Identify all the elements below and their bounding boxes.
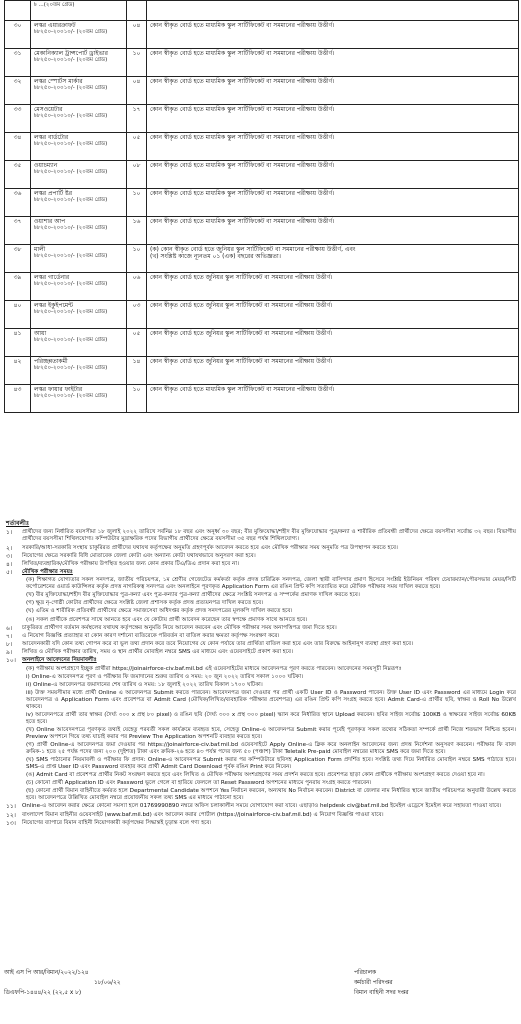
table-row (5, 133, 519, 161)
condition-item (6, 592, 516, 599)
condition-number (6, 712, 22, 726)
pay-scale: ৳৮২৫০-২০০১০/- (২০তম গ্রেড) (34, 225, 108, 232)
condition-text: নিয়োগের ক্ষেত্রে সরকারি বিধি মোতাবেক জেলা কোটা এবং অন্যান্য কোটা যথাযথভাবে অনুসরণ করা হবে। (22, 552, 256, 559)
post-count-cell: ০৫ (127, 329, 147, 357)
qualification-cell (147, 245, 519, 273)
pay-scale: ৳৮২৫০-২০০১০/- (২০তম গ্রেড) (34, 29, 108, 36)
qualification-cell (147, 49, 519, 77)
condition-text: চাকুরিরত প্রার্থীগণ বর্তমান কর্মস্থলের যথাযথ কর্তৃপক্ষের অনুমতি নিয়ে আবেদন করবেন এবং মৌখিক পরীক্ষার সময় অনাপত্তিপত্র জমা দিতে হবে। (22, 624, 337, 631)
condition-text: (ঘ) এতিম ও শারীরিক প্রতিবন্ধী প্রার্থীদের ক্ষেত্রে সমাজসেবা অধিদপ্তর কর্তৃক প্রদত্ত সনদপত্রের মূলকপি দাখিল করতে হবে। (26, 608, 293, 615)
table-row (5, 385, 519, 413)
condition-text: Online-এ আবেদন করার ক্ষেত্রে কোনো সমস্যা হলে 01769990890 নম্বরে অফিস চলাকালীন সময়ে যোগাযোগ করা যাবে। এছাড়াও helpdesk civ@baf.mil.bd ইমেইল এড্রেসে ইমেইল করে সহায়তা পাওয়া যাবে। (22, 803, 502, 810)
condition-text: (ক) পরীক্ষায় অংশগ্রহণে ইচ্ছুক প্রার্থীরা https://joinairforce-civ.baf.mil.bd এই ওয়েবসাইটের মাধ্যমে আবেদনপত্র পূরণ করতে পারবেন। আবেদনের সময়সূচী নিম্নরূপঃ (26, 665, 402, 672)
condition-item (6, 780, 516, 787)
pay-scale: ৳৮২৫০-২০০১০/- (২০তম গ্রেড) (34, 141, 108, 148)
qualification-text: কোন স্বীকৃত বোর্ড হতে জুনিয়র স্কুল সার্টিফিকেট বা সমমানের পরীক্ষায় উত্তীর্ণ। (150, 330, 333, 337)
condition-number: ১। (6, 529, 13, 537)
serial-number-cell: ৪০ (5, 301, 31, 329)
serial-number-cell: ৩১ (5, 49, 31, 77)
condition-item (6, 674, 516, 681)
condition-text: নিয়োগের ব্যাপারে বিমান বাহিনী নিয়োগকারী কর্তৃপক্ষের সিদ্ধান্তই চূড়ান্ত বলে গণ্য হবে। (22, 819, 212, 826)
condition-item (6, 657, 516, 664)
qualification-text: কোন স্বীকৃত বোর্ড হতে মাধ্যমিক স্কুল সার্টিফিকেট বা সমমানের পরীক্ষায় উত্তীর্ণ। (150, 50, 335, 57)
posts-table-body (5, 1, 519, 413)
qualification-cell (147, 301, 519, 329)
condition-item (6, 757, 516, 771)
condition-item (6, 633, 516, 640)
headquarters: বিমান বাহিনী সদর দপ্তর (354, 989, 409, 996)
issue-date: ১৮/০৬/২২ (94, 979, 121, 986)
qualification-cell (147, 217, 519, 245)
post-name: মেকানিক্যাল ট্রান্সপোর্ট ড্রাইভার (34, 50, 108, 57)
post-name: ওয়াচম্যান (34, 162, 58, 169)
post-name: আয়া (34, 330, 47, 337)
condition-number: ৮। (6, 640, 13, 648)
qualification-text: কোন স্বীকৃত বোর্ড হতে মাধ্যমিক স্কুল সার্টিফিকেট বা সমমানের পরীক্ষায় উত্তীর্ণ। (150, 218, 335, 225)
qualification-text: কোন স্বীকৃত বোর্ড হতে মাধ্যমিক স্কুল সার্টিফিকেট বা সমমানের পরীক্ষায় উত্তীর্ণ। (150, 106, 335, 113)
condition-item (6, 727, 516, 741)
conditions-title: শর্তাবলীঃ (6, 520, 30, 527)
condition-text: (ছ) কোনো প্রার্থী বিমান বাহিনীতে কর্মরত হলে Departmental Candidate অপশনে Yes নির্বাচন করবেন, অন্যথায় No নির্বাচন করবেন। District বা জেলার নাম নির্ধারিত স্থানে জাতীয় পরিচয়পত্র অনুযায়ী উল্লেখ করতে হবে। আবেদনপত্রে উল্লিখিত মোবাইল নম্বরে প্রয়োজনীয় সকল তথ্য SMS এর মাধ্যমে পাঠানো হবে। (26, 788, 516, 802)
post-count-cell: ০৫ (127, 133, 147, 161)
condition-text: (গ) প্রার্থী Online-এ আবেদনপত্র জমা দেওয়ার পর https://joinairforce-civ.baf.mil.bd ওয়েবসাইটে Apply Online-এ ক্লিক করে অনলাইন আবেদনের জন্য প্রদত্ত নির্দেশনা অনুসরণ করবেন। পরীক্ষার ফি বাবদ ক্রমিক-১ হতে ২৫ পর্যন্ত পদের জন্য ২০০ (দুইশত) টাকা এবং ক্রমিক-২৬ হতে ৪৩ পর্যন্ত পদের জন্য ৫০ (পঞ্চাশ) টাকা Teletalk Pre-paid মোবাইল নম্বরের মাধ্যমে SMS করে জমা দিতে হবে। (26, 741, 516, 756)
qualification-text: কোন স্বীকৃত বোর্ড হতে মাধ্যমিক স্কুল সার্টিফিকেট বা সমমানের পরীক্ষায় উত্তীর্ণ। (150, 162, 335, 169)
condition-item (6, 690, 516, 711)
serial-number-cell: ৩৭ (5, 217, 31, 245)
post-name-cell (31, 245, 127, 273)
post-name-cell (31, 329, 127, 357)
serial-number-cell: ৩২ (5, 77, 31, 105)
post-name-cell (31, 273, 127, 301)
post-name-cell (31, 133, 127, 161)
post-count-cell: ০৮ (127, 161, 147, 189)
post-name: পরিচ্ছন্নতাকর্মী (34, 358, 68, 365)
qualification-cell (147, 105, 519, 133)
condition-number: ২। (6, 544, 13, 552)
condition-number (6, 577, 22, 591)
condition-number (6, 727, 22, 741)
post-count-cell: ০৪ (127, 77, 147, 105)
qualification-text: কোন স্বীকৃত বোর্ড হতে মাধ্যমিক স্কুল সার্টিফিকেট বা সমমানের পরীক্ষায় উত্তীর্ণ। (150, 134, 335, 141)
condition-item (6, 820, 516, 827)
qualification-text: কোন স্বীকৃত বোর্ড হতে জুনিয়র স্কুল সার্টিফিকেট বা সমমানের পরীক্ষায় উত্তীর্ণ। (150, 302, 333, 309)
condition-text: iv) আবেদনপত্রে প্রার্থী তার স্বাক্ষর (দৈর্ঘ্য ৩০০ x প্রস্থ ৮০ pixel) ও রঙিন ছবি (দৈর্ঘ্য ৩০০ x প্রস্থ ৩০০ pixel) স্ক্যান করে নির্ধারিত স্থানে Upload করবেন। ছবির সাইজ সর্বোচ্চ 100KB ও স্বাক্ষরের সাইজ সর্বোচ্চ 60KB হতে হবে। (26, 711, 516, 725)
condition-item (6, 545, 516, 552)
qualification-cell (147, 1, 519, 21)
condition-text: মৌখিক পরীক্ষার সময়ঃ (22, 569, 73, 576)
serial-number-cell: ৩৩ (5, 105, 31, 133)
pay-scale: ৳৮২৫০-২০০১০/- (২০তম গ্রেড) (34, 57, 108, 64)
condition-text: বাংলাদেশ বিমান বাহিনীর ওয়েবসাইট (www.baf.mil.bd) এবং আবেদন করার পোর্টাল (https://joinairforce-civ.baf.mil.bd) এ নিয়োগ বিজ্ঞপ্তি পাওয়া যাবে। (22, 811, 384, 818)
serial-number-cell: ৩৬ (5, 189, 31, 217)
post-name-cell (31, 189, 127, 217)
director-office: কর্মচারী পরিদপ্তর (354, 979, 393, 986)
condition-text: (চ) কোনো প্রার্থী Application ID এবং Password ভুলে গেলে বা হারিয়ে ফেললে তা Reset Password অপশনের মাধ্যমে পুনরায় সংগ্রহ করতে পারবেন। (26, 780, 372, 787)
condition-item (6, 666, 516, 673)
condition-item (6, 772, 516, 779)
pay-scale: ৳৮২৫০-২০০১০/- (২০তম গ্রেড) (34, 113, 108, 120)
table-row (5, 301, 519, 329)
qualification-text-secondary: (খ) সংশ্লিষ্ট কাজে ন্যূনতম ০১ (এক) বছরের অভিজ্ঞতা। (150, 253, 281, 261)
condition-item (6, 561, 516, 568)
post-count-cell: ১৪ (127, 357, 147, 385)
condition-text: লিখিত/ব্যবহারিক/মৌখিক পরীক্ষায় উপস্থিত হওয়ার জন্য কোন প্রকার টিএ/ডিএ প্রদান করা হবে না। (22, 560, 239, 567)
post-name-cell (31, 49, 127, 77)
condition-number: ১৩। (6, 819, 16, 827)
condition-number (6, 674, 22, 681)
condition-item (6, 649, 516, 656)
condition-text: iii) উক্ত সময়সীমার মধ্যে প্রার্থী Online এ আবেদনপত্র Submit করতে পারবেন। আবেদনপত্র জমা দেওয়ার পর প্রার্থী একটি User ID ও Password পাবেন। উক্ত User ID এবং Password এর মাধ্যমে Login করে আবেদনপত্র ও Application Form এবং প্রবেশপত্র বা Admit Card (মৌখিক/লিখিত/ব্যবহারিক পরীক্ষার প্রবেশপত্র) এর রঙিন প্রিন্ট কপি সংগ্রহ করতে হবে। Admit Card-এ প্রার্থীর ছবি, স্বাক্ষর ও Roll No উল্লেখ থাকবে। (26, 689, 516, 710)
serial-number-cell: ৩০ (5, 21, 31, 49)
condition-number: ১০। (6, 657, 16, 665)
condition-text: (ক) শিক্ষাগত যোগ্যতার সকল সনদপত্র, জাতীয় পরিচয়পত্র, ১ম শ্রেণীর গেজেটেড কর্মকর্তা কর্তৃক প্রদত্ত চারিত্রিক সনদপত্র, জেলা স্থায়ী বাসিন্দার প্রমাণ হিসেবে সংশ্লিষ্ট ইউনিয়ন পরিষদ চেয়ারম্যান/পৌরসভার মেয়র/সিটি কর্পোরেশনের ওয়ার্ড কাউন্সিলর কর্তৃক প্রদত্ত নাগরিকত্ব সনদপত্র এবং অনলাইনে পূরণকৃত Application Form এর রঙিন প্রিন্ট কপি সত্যায়িত করে মৌখিক পরীক্ষার সময় দাখিল করতে হবে। (26, 577, 516, 591)
condition-number: ৫। (6, 569, 13, 577)
post-count-cell: ১০ (127, 245, 147, 273)
condition-number (6, 788, 22, 802)
condition-text: লিখিত ও মৌখিক পরীক্ষার তারিখ, সময় ও স্থান প্রার্থীর মোবাইল নম্বরে SMS এর মাধ্যমে এবং ওয়েবসাইটে প্রকাশ করা হবে। (22, 649, 294, 656)
condition-number (6, 666, 22, 673)
footer-reference-block (4, 970, 204, 1000)
post-count-cell: ১০ (127, 189, 147, 217)
post-name-cell (31, 105, 127, 133)
qualification-cell (147, 133, 519, 161)
condition-item (6, 712, 516, 726)
qualification-text: (ক) কোন স্বীকৃত বোর্ড হতে জুনিয়র স্কুল সার্টিফিকেট বা সমমানের পরীক্ষায় উত্তীর্ণ, এবং (150, 246, 356, 253)
post-name-cell (31, 21, 127, 49)
serial-number-cell: ৩৮ (5, 245, 31, 273)
condition-text: আবেদনকারী যদি কোন তথ্য গোপন করে বা ভুল তথ্য প্রদান করে তবে নিয়োগের যে কোন পর্যায়ে তার প্রার্থিতা বাতিল করা হবে এবং তার বিরুদ্ধে আইনানুগ ব্যবস্থা গ্রহণ করা হবে। (22, 640, 414, 647)
condition-number (6, 682, 22, 689)
condition-number (6, 690, 22, 711)
post-name-cell (31, 357, 127, 385)
qualification-cell (147, 161, 519, 189)
qualification-cell (147, 189, 519, 217)
table-row (5, 1, 519, 21)
serial-number-cell: ৩৯ (5, 273, 31, 301)
post-count-cell: ১০ (127, 49, 147, 77)
condition-number: ৯। (6, 649, 13, 657)
condition-number: ৪। (6, 560, 13, 568)
post-name: লস্কর ফায়ার ফাইটার (34, 386, 83, 393)
pay-scale: ৳ ...(২০তম গ্রেড) (34, 2, 75, 8)
condition-item (6, 641, 516, 648)
table-row (5, 105, 519, 133)
post-name: লস্কর স্পোর্টস মার্কার (34, 78, 83, 85)
pay-scale: ৳৮২৫০-২০০১০/- (২০তম গ্রেড) (34, 365, 108, 372)
post-name-cell (31, 77, 127, 105)
condition-number: ৩। (6, 552, 13, 560)
dfp-number: ডিএফপি-১৪৪৪/২২ (২২,৫ x ৮) (4, 989, 82, 996)
condition-number (6, 742, 22, 756)
condition-number: ১২। (6, 811, 16, 819)
table-row (5, 21, 519, 49)
table-row (5, 273, 519, 301)
post-name: মেসওয়েটার (34, 106, 63, 113)
post-count-cell: ০৬ (127, 273, 147, 301)
post-name: মালী (34, 246, 46, 253)
qualification-text: কোন স্বীকৃত বোর্ড হতে জুনিয়র স্কুল সার্টিফিকেট বা সমমানের পরীক্ষায় উত্তীর্ণ। (150, 274, 333, 281)
pay-scale: ৳৮২৫০-২০০১০/- (২০তম গ্রেড) (34, 393, 108, 400)
condition-number: ১১। (6, 803, 16, 811)
condition-text: সরকারি/আধা-সরকারি সংস্থায় চাকুরিরত প্রার্থীদের যথাযথ কর্তৃপক্ষের অনুমতি গ্রহণপূর্বক আবেদন করতে হবে এবং মৌখিক পরীক্ষার সময় অনুমতি পত্র উপস্থাপন করতে হবে। (22, 544, 398, 551)
condition-text: i) Online-এ আবেদনপত্র পূরণ ও পরীক্ষার ফি জমাদানের শুরুর তারিখ ও সময়: ২০ জুন ২০২২ তারিখ সকাল ১০০০ ঘটিকা। (26, 673, 304, 680)
condition-item (6, 600, 516, 607)
table-row (5, 217, 519, 245)
post-name: লস্কর ইকুইপমেন্ট (34, 302, 73, 309)
condition-text: (ঘ) SMS পাঠানোর নিয়মাবলী ও পরীক্ষার ফি প্রদান: Online-এ আবেদনপত্র Submit করার পর কম্পিউটারে ছবিসহ Application Form প্রদর্শিত হবে। সংশ্লিষ্ট তথ্য দিয়ে নির্ধারিত মোবাইল নম্বরে SMS পাঠাতে হবে। SMS-এ প্রাপ্ত User ID এবং Password ব্যবহার করে প্রার্থী Admit Card Download পূর্বক রঙিন Print করে নিবেন। (26, 757, 516, 771)
condition-item (6, 625, 516, 632)
condition-number: ৬। (6, 624, 13, 632)
post-name: লস্কর বার্ডটোর (34, 134, 69, 141)
condition-text: অনলাইনে আবেদনের নিয়মাবলীঃ (22, 657, 97, 664)
qualification-cell (147, 21, 519, 49)
pay-scale: ৳৮২৫০-২০০১০/- (২০তম গ্রেড) (34, 85, 108, 92)
post-count-cell: ১৬ (127, 217, 147, 245)
pay-scale: ৳৮২৫০-২০০১০/- (২০তম গ্রেড) (34, 197, 108, 204)
serial-number-cell (5, 1, 31, 21)
post-name-cell (31, 301, 127, 329)
post-count-cell: ১৭ (127, 105, 147, 133)
serial-number-cell: ৩৪ (5, 133, 31, 161)
posts-table (4, 0, 519, 413)
condition-number (6, 617, 22, 624)
condition-number (6, 780, 22, 787)
condition-text: প্রার্থীদের জন্য নির্ধারিত বয়সসীমা ১৮ জুলাই ২০২২ তারিখে সর্বনিম্ন ১৮ বছর এবং অনূর্ধ্ব ৩০ বছর; বীর মুক্তিযোদ্ধা/শহীদ বীর মুক্তিযোদ্ধার পুত্র/কন্যা ও শারীরিক প্রতিবন্ধী প্রার্থীদের ক্ষেত্রে বয়সসীমা সর্বোচ্চ ৩২ বছর। বিভাগীয় প্রার্থীদের বয়সসীমা শিথিলযোগ্য। কম্পিউটার মুদ্রাক্ষরিক পদের বিভাগীয় প্রার্থীদের ক্ষেত্রে বয়সসীমা ৩৫ বছর পর্যন্ত শিথিলযোগ্য। (22, 529, 516, 543)
condition-text: এ নিয়োগ বিজ্ঞপ্তি প্রত্যাহার বা কোন কারণ দর্শানো ব্যতিরেকে পরিবর্তন বা বাতিল করার ক্ষমতা কর্তৃপক্ষ সংরক্ষণ করে। (22, 632, 280, 639)
table-row (5, 161, 519, 189)
post-name-cell (31, 385, 127, 413)
qualification-cell (147, 357, 519, 385)
pay-scale: ৳৮২৫০-২০০১০/- (২০তম গ্রেড) (34, 169, 108, 176)
post-name-cell (31, 161, 127, 189)
pay-scale: ৳৮২৫০-২০০১০/- (২০তম গ্রেড) (34, 253, 108, 260)
pay-scale: ৳৮২৫০-২০০১০/- (২০তম গ্রেড) (34, 337, 108, 344)
reference-number: আই এস পি আর/বিমান/২০২২/১২৪ (4, 970, 89, 976)
qualification-text: কোন স্বীকৃত বোর্ড হতে মাধ্যমিক স্কুল সার্টিফিকেট বা সমমানের পরীক্ষায় উত্তীর্ণ। (150, 190, 335, 197)
post-name: ওয়াশার আপ (34, 218, 66, 225)
condition-item (6, 569, 516, 576)
pay-scale: ৳৮২৫০-২০০১০/- (২০তম গ্রেড) (34, 281, 108, 288)
table-row (5, 357, 519, 385)
condition-item (6, 803, 516, 810)
qualification-text: কোন স্বীকৃত বোর্ড হতে মাধ্যমিক স্কুল সার্টিফিকেট বা সমমানের পরীক্ষায় উত্তীর্ণ। (150, 386, 335, 393)
post-count-cell: ০৩ (127, 301, 147, 329)
condition-item (6, 608, 516, 615)
post-name: লস্কর এয়ারক্রাফট (34, 22, 76, 29)
qualification-text: কোন স্বীকৃত বোর্ড হতে মাধ্যমিক স্কুল সার্টিফিকেট বা সমমানের পরীক্ষায় উত্তীর্ণ। (150, 22, 335, 29)
condition-item (6, 742, 516, 756)
serial-number-cell: ৪১ (5, 329, 31, 357)
condition-text: (গ) ক্ষুদ্র নৃ-গোষ্ঠী কোটার প্রার্থীদের ক্ষেত্রে সংশ্লিষ্ট জেলা প্রশাসক কর্তৃক প্রদত্ত প্রত্যয়নপত্র দাখিল করতে হবে। (26, 600, 264, 607)
serial-number-cell: ৩৫ (5, 161, 31, 189)
serial-number-cell: ৪২ (5, 357, 31, 385)
condition-item (6, 577, 516, 591)
post-count-cell (127, 1, 147, 21)
qualification-cell (147, 329, 519, 357)
post-count-cell: ১০ (127, 385, 147, 413)
qualification-cell (147, 273, 519, 301)
condition-text: (খ) বীর মুক্তিযোদ্ধা/শহীদ বীর মুক্তিযোদ্ধার পুত্র-কন্যা এবং পুত্র-কন্যার পুত্র-কন্যা প্রার্থীদের ক্ষেত্রে সংশ্লিষ্ট সনদপত্র ও সম্পর্কের প্রমাণক দাখিল করতে হবে। (26, 592, 360, 599)
qualification-text: কোন স্বীকৃত বোর্ড হতে মাধ্যমিক স্কুল সার্টিফিকেট বা সমমানের পরীক্ষায় উত্তীর্ণ। (150, 78, 335, 85)
post-name: লস্কর গার্ডেনার (34, 274, 70, 281)
condition-number (6, 757, 22, 771)
serial-number-cell: ৪৩ (5, 385, 31, 413)
condition-text: (ঙ) সকল প্রার্থীকে প্রবেশপত্র সাথে আনতে হবে এবং যে কোটায় প্রার্থী আবেদন করেছেন তার স্বপক্ষে প্রমাণক সাথে আনতে হবে। (26, 616, 308, 623)
condition-item (6, 682, 516, 689)
condition-text: (খ) Online আবেদনপত্রে পূরণকৃত তথ্যই যেহেতু পরবর্তী সকল কার্যক্রমে ব্যবহৃত হবে, সেহেতু Online-এ আবেদনপত্র Submit করার পূর্বেই পূরণকৃত সকল তথ্যের সঠিকতা সম্পর্কে প্রার্থী নিজে শতভাগ নিশ্চিত হবেন। Preview অপশনে গিয়ে তথ্য যাচাই করার পর Preview The Application অপশনটি ব্যবহার করতে হবে। (26, 726, 516, 740)
footer (4, 970, 518, 1020)
condition-item (6, 617, 516, 624)
condition-item (6, 553, 516, 560)
post-name-cell (31, 1, 127, 21)
condition-number (6, 600, 22, 607)
post-count-cell: ০৪ (127, 21, 147, 49)
qualification-cell (147, 77, 519, 105)
table-row (5, 329, 519, 357)
conditions-section (6, 520, 516, 828)
table-row (5, 77, 519, 105)
condition-item (6, 529, 516, 543)
condition-text: ii) Online-এ আবেদনপত্র জমাদানের শেষ তারিখ ও সময়: ১৮ জুলাই ২০২২ তারিখ বিকাল ১৭০০ ঘটিকা। (26, 681, 263, 688)
director-title: পরিচালক (354, 970, 376, 976)
post-name-cell (31, 217, 127, 245)
condition-number: ৭। (6, 632, 13, 640)
condition-number (6, 772, 22, 779)
condition-text: (ঙ) Admit Card বা প্রবেশপত্র প্রার্থীর নিকট সংরক্ষণ করতে হবে এবং লিখিত ও মৌখিক পরীক্ষায় অংশগ্রহণের সময় প্রদর্শন করতে হবে। প্রবেশপত্র ছাড়া কোন প্রার্থীকে পরীক্ষায় অংশগ্রহণ করতে দেওয়া হবে না। (26, 772, 485, 779)
condition-number (6, 608, 22, 615)
qualification-cell (147, 385, 519, 413)
table-row (5, 245, 519, 273)
table-row (5, 49, 519, 77)
condition-number (6, 592, 22, 599)
pay-scale: ৳৮২৫০-২০০১০/- (২০তম গ্রেড) (34, 309, 108, 316)
table-row (5, 189, 519, 217)
footer-signature-block (354, 970, 494, 1000)
condition-item (6, 788, 516, 802)
post-name: লস্কর প্রপার্টি ষ্টর (34, 190, 73, 197)
condition-item (6, 812, 516, 819)
conditions-list (6, 529, 516, 826)
qualification-text: কোন স্বীকৃত বোর্ড হতে জুনিয়র স্কুল সার্টিফিকেট বা সমমানের পরীক্ষায় উত্তীর্ণ। (150, 358, 333, 365)
